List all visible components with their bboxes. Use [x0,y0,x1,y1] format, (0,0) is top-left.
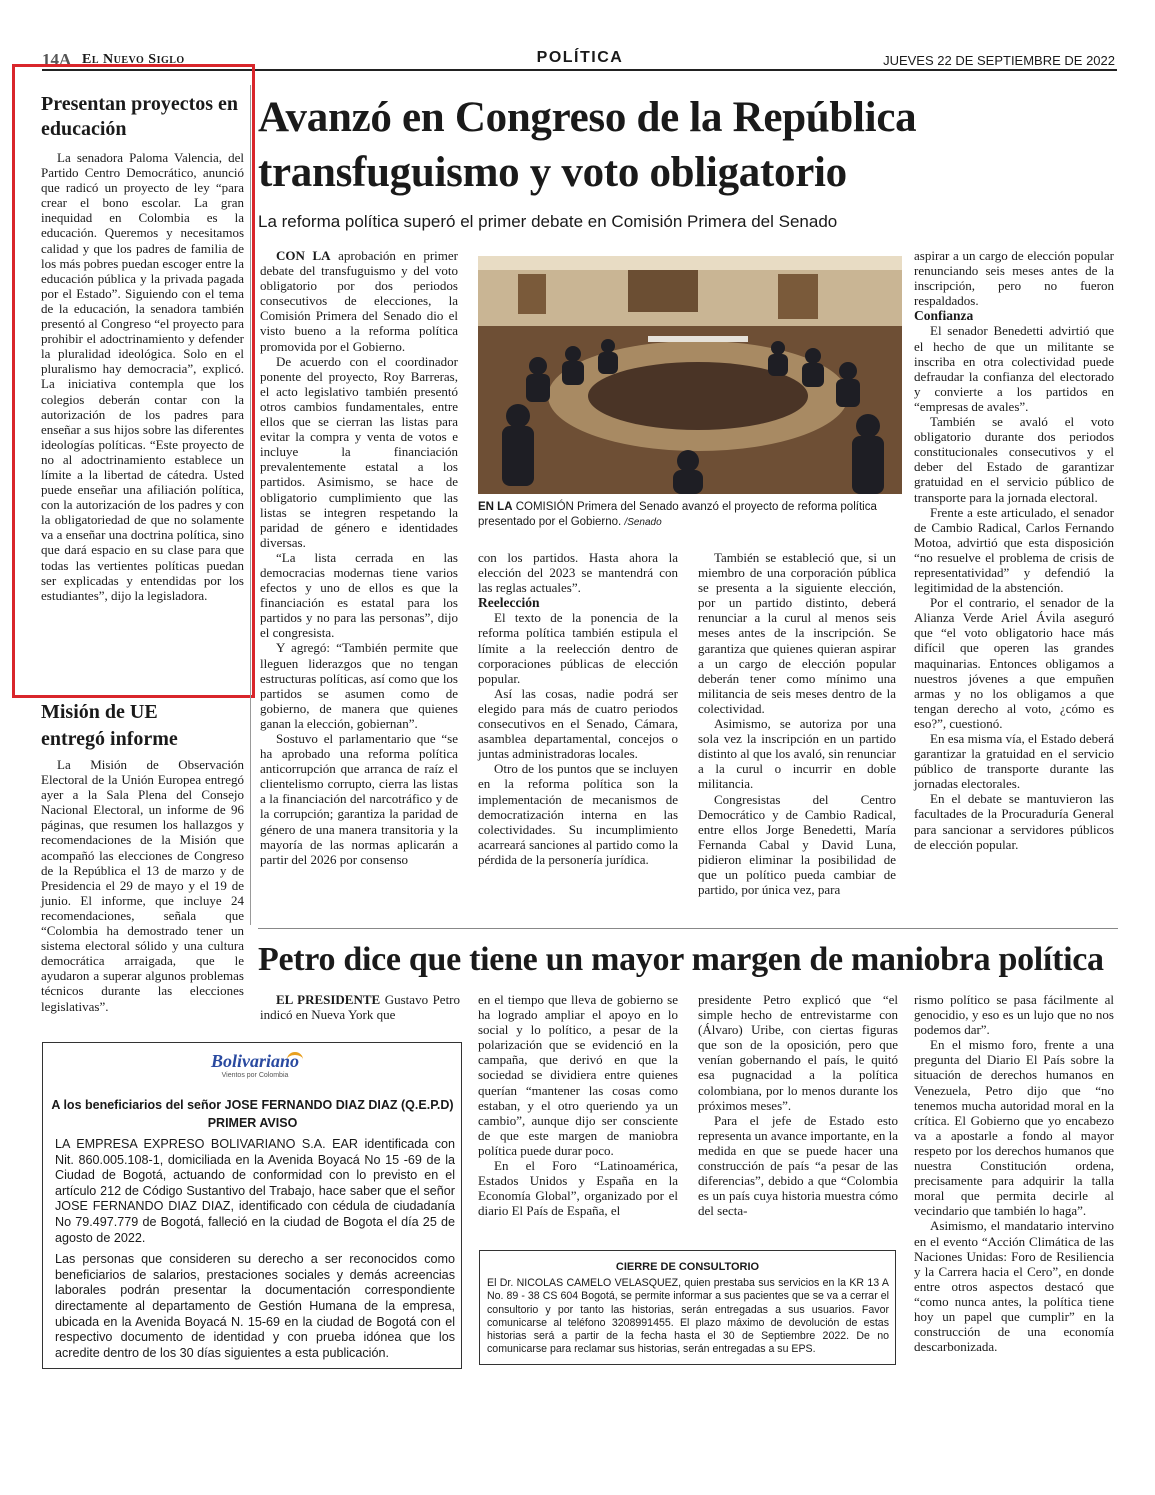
photo-credit: /Senado [624,517,662,528]
main-col2-subheading: Reelección [478,595,540,611]
main-col1-p1: CON LA aprobación en primer debate del transfuguismo y del voto obligatorio por dos periodos consecutivos de elecciones, la Comisión Primera del Senado dio el visto bueno a la reforma política promovida por el Gobierno. [260,248,458,354]
main-col1-p3: “La lista cerrada en las democracias modernas tiene varios efectos y uno de ellos es que la financiación es estatal para los partidos y no para las personas”, dijo el congresista. [260,549,458,641]
main-col4-p2: El senador Benedetti advirtió que el hecho de que un militante se inscriba en otra colectividad puede defraudar la confianza del electorado y convierte a los partidos en “empresas de avales”. [914,323,1114,414]
consultorio-title: CIERRE DE CONSULTORIO [615,1261,760,1273]
left-column-rule [250,85,251,925]
petro-col3-p1: presidente Petro explicó que “el simple hecho de entrevistarme con (Álvaro) Uribe, con ciertas figuras que son de la oposición, pero que venían gobernando el país, le quitó esa pugnacidad a la política colombiana, por lo menos durante los próximos meses”. [698,992,898,1113]
bolivariano-logo-swoosh-icon [287,1052,303,1067]
bolivariano-paragraph-1: LA EMPRESA EXPRESO BOLIVARIANO S.A. EAR identificada con Nit. 860.005.108-1, domiciliada en la Avenida Boyacá No 15 -69 de la Ciudad de Bogotá, actuando de conformidad con lo previsto en el artículo 212 de Código Sustantivo del Trabajo, hace saber que el señor JOSE FERNANDO DIAZ DIAZ, identificado con cédula de ciudadanía No 79.497.779 de Bogotá, falleció en la ciudad de Bogota el día 25 de agosto de 2022. [55,1137,455,1245]
main-col2-p1: con los partidos. Hasta ahora la elección del 2023 se mantendrá con las reglas actuales”. [478,550,678,596]
senate-photo [478,256,902,494]
petro-col2-p2: En el Foro “Latinoamérica, Estados Unidos y España en la Economía Global”, organizado por el diario El País de España, el [478,1158,678,1219]
main-col4-p7: En el debate se mantuvieron las facultades de la Procuraduría General para sancionar a servidores públicos de elección popular. [914,791,1114,852]
ue-body [41,757,244,1014]
section-label: POLÍTICA [536,49,624,66]
petro-column-2 [478,992,678,1218]
petro-lead: EL PRESIDENTE [276,992,381,1007]
bolivariano-logo-wordmark: Bolivariano [210,1051,299,1071]
main-lead: CON LA [276,248,331,263]
education-paragraph: La senadora Paloma Valencia, del Partido Centro Democrático, anunció que radicó un proyecto de ley “para crear el bono escolar. La gran inequidad en Colombia es la educación. Queremos y necesitamos calidad y que los padres de familia de los más pobres puedan escoger entre la educación pública y la privada pagada por el Estado”. Siguiendo con el tema de la educación, la senadora también presentó al Congreso “el proyecto para prohibir el adoctrinamiento y defender la pluralidad ideológica. Solo en el pluralismo hay democracia”, explicó. La iniciativa contempla que los colegios deberán contar con la autorización de los padres para enseñar a sus hijos sobre las diferentes ideologías políticas. “Este proyecto de no al adoctrinamiento establece un límite a la libertad de cátedra. Usted puede enseñar una afiliación política, con la autorización de los padres y con la obligatoriedad de que no solamente va a enseñar una doctrina política, sino que dará espacio en su clase para que todas las vertientes políticas puedan ser explicadas y entendidas por los estudiantes”, dijo la legisladora. [41,150,244,603]
main-col3-p3: Congresistas del Centro Democrático y de Cambio Radical, entre ellos Jorge Benedetti, María Fernanda Cabal y David Luna, pidieron eliminar la posibilidad de que un político pueda cambiar de partido, por única vez, para [698,791,896,898]
bolivariano-logo [195,1050,315,1088]
main-col4-p4: Frente a este articulado, el senador de Cambio Radical, Carlos Fernando Motoa, advirtió que esta disposición “no resuelve el problema de crisis de representatividad” y defendió la legitimidad de la abstención. [914,504,1114,596]
main-col3-p1: También se estableció que, si un miembro de una corporación pública se presenta a la siguiente elección, por un partido distinto, deberá renunciar a la curul al menos seis meses antes de la inscripción. Se garantiza que quienes quieran aspirar a un cargo de elección popular deberán tener como mínimo una militancia de seis meses dentro de la colectividad. [698,550,896,716]
petro-col4-p2: En el mismo foro, frente a una pregunta del Diario El País sobre la situación de derechos humanos en Venezuela, Petro dijo que “no tenemos mucha autoridad moral en la crítica. El Gobierno que yo encabezo va a apostarle a fondo al mayor respeto por los derechos humanos que nuestra Constitución ordena, precisamente para adquirir la talla moral que permita decirle al vecindario que también lo haga”. [914,1037,1114,1219]
main-col4-p5: Por el contrario, el senador de la Alianza Verde Ariel Ávila aseguró que “el voto obligatorio hace más difícil que operen las grandes maquinarias. Entonces obligamos a nuestros jóvenes a que empuñen armas y no los obligamos a que tengan derecho al voto, ¿cómo es eso?”, cuestionó. [914,595,1114,731]
bolivariano-paragraph-2: Las personas que consideren su derecho a ser reconocidos como beneficiarios de salarios, prestaciones sociales y demás acreencias laborales podrán presentar la documentación correspondiente directamente al departamento de Gestión Humana de la empresa, ubicada en la Avenida Boyacá N. 15-69 en la ciudad de Bogotá con el respectivo documento de identidad y con prueba idónea que los acredite dentro de los 30 días siguientes a esta publicación. [55,1252,455,1360]
main-col1-p5: Sostuvo el parlamentario que “se ha aprobado una reforma política anticorrupción que arranca de raíz el clientelismo corrupto, cierra las listas a la financiación del narcotráfico y de la corrupción; garantiza la paridad de género de una manera transitoria y la mayoría de las normas aplicarán a partir del 2026 por consenso [260,731,458,867]
bolivariano-logo-tagline: Vientos por Colombia [221,1072,289,1079]
petro-col2-p1: en el tiempo que lleva de gobierno se ha logrado ampliar el apoyo en lo social y lo político, a pesar de la polarización que se evidenció en la campaña, que derivó en que la sociedad se dividiera entre quienes querían “mantener las cosas como estaban, y el otro queriendo ya un cambio”, aunque dijo ser consciente de que este margen de maniobra política puede durar poco. [478,992,678,1158]
main-col4-p6: En esa misma vía, el Estado deberá garantizar la gratuidad en el servicio público de transporte durante las jornadas electorales. [914,731,1114,792]
petro-col4-p3: Asimismo, el mandatario intervino en el evento “Acción Climática de las Naciones Unidas: Foro de Resiliencia y la Carrera hacia el Cero”, en donde entre otros aspectos destacó que “como nunca antes, la política tiene hoy un papel que cumplir” en la construcción de una economía descarbonizada. [914,1218,1114,1355]
petro-col4-p1: rismo político se pasa fácilmente al genocidio, y eso es un lujo que no nos podemos dar”. [914,992,1114,1038]
petro-column-3 [698,992,898,1218]
photo-caption-lead: EN LA [478,501,513,513]
education-title: Presentan proyectos en educación [41,93,239,140]
main-col1-p2: De acuerdo con el coordinador ponente del proyecto, Roy Barreras, el acto legislativo también presentó otros cambios fundamentales, entre ellos que se cierran las listas para evitar la compra y venta de votos e incluye la financiación prevalentemente estatal a los partidos. Asimismo, se hace de obligatorio cumplimiento que las listas se integren respetando la paridad de género e identidades diversas. [260,353,458,550]
main-column-1 [260,248,458,867]
main-col4-subheading: Confianza [914,308,974,324]
photo-caption [478,500,902,530]
photo-caption-text: COMISIÓN Primera del Senado avanzó el proyecto de reforma política presentado por el Gobierno. [478,501,877,528]
page-number: 14A [42,50,72,69]
main-headline: Avanzó en Congreso de la República transfuguismo y voto obligatorio [258,94,917,196]
ue-paragraph: La Misión de Observación Electoral de la Unión Europea entregó ayer a la Sala Plena del Consejo Nacional Electoral, un informe de 96 páginas, que resumen los hallazgos y recomendaciones de la Misión que acompañó las elecciones de Congreso de la República el 13 de marzo y de Presidencia el 29 de mayo y el 19 de junio. El informe, que incluye 24 recomendaciones, señala que “Colombia ha demostrado tener un sistema electoral sólido y una cultura democrática arraigada, que le ayudaron a superar algunos problemas técnicos durante las elecciones legislativas”. [41,757,244,1014]
main-column-3 [698,550,896,897]
ue-title: Misión de UE entregó informe [41,701,178,750]
main-col2-p3: Así las cosas, nadie podrá ser elegido para más de cuatro periodos consecutivos en el Senado, Cámara, asamblea departamental, concejos o juntas administradoras locales. [478,685,678,762]
senate-photo-illustration [478,256,902,494]
main-subhead: La reforma política superó el primer debate en Comisión Primera del Senado [258,212,838,231]
bolivariano-notice-label: PRIMER AVISO [207,1116,298,1130]
newspaper-name: El Nuevo Siglo [82,52,185,67]
petro-column-1 [260,992,460,1022]
main-col4-p1: aspirar a un cargo de elección popular renunciando seis meses antes de la inscripción, pero no fueron respaldados. [914,248,1114,309]
bolivariano-body [55,1137,455,1361]
petro-headline: Petro dice que tiene un mayor margen de maniobra política [258,941,1104,978]
main-col4-p3: También se avaló el voto obligatorio durante dos periodos constitucionales consecutivos y el deber del Estado de garantizar gratuidad en el servicio público de transporte para la jornada electoral. [914,414,1114,505]
main-col1-p4: Y agregó: “También permite que lleguen liderazgos que no tengan estructuras políticas, así como que los partidos se asumen como de gobierno, de manera que quienes ganan la elección, gobiernan”. [260,640,458,731]
main-col2-p2: El texto de la ponencia de la reforma política también estipula el límite a la reelección dentro de corporaciones públicas de elección popular. [478,610,678,686]
main-article-bottom-rule [258,928,1118,929]
page-date: JUEVES 22 DE SEPTIEMBRE DE 2022 [883,53,1115,68]
petro-col1-p1: EL PRESIDENTE Gustavo Petro indicó en Nueva York que [260,992,461,1023]
education-body [41,150,244,603]
main-col2-p4: Otro de los puntos que se incluyen en la reforma política son la implementación de mecanismos de democratización interna en las colectividades. Su incumplimiento acarreará sanciones al partido como la pérdida de la personería jurídica. [478,761,678,867]
main-column-2 [478,550,678,867]
bolivariano-title: A los beneficiarios del señor JOSE FERNANDO DIAZ DIAZ (Q.E.P.D) [51,1098,454,1112]
main-column-4 [914,248,1114,852]
main-col3-p2: Asimismo, se autoriza por una sola vez la inscripción en un partido distinto al que los avaló, sin renunciar a la curul o incurrir en doble militancia. [698,716,896,792]
petro-col3-p2: Para el jefe de Estado esto representa un avance importante, en la medida en que se puede hacer una construcción de país “a pesar de las diferencias”, debido a que “Colombia es un país cuya historia muestra cómo del secta- [698,1112,898,1219]
consultorio-body: El Dr. NICOLAS CAMELO VELASQUEZ, quien prestaba sus servicios en la KR 13 A No. 89 - 38 CS 604 Bogotá, se permite informar a sus pacientes que se va a cerrar el consultorio y por tanto las historias, serán entregadas a sus usuarios. Favor comunicarse al teléfono 3208991455. El plazo máximo de devolución de estas historias será a partir de la fecha hasta el 30 de Septiembre 2022. De no comunicarse para reclamar sus historias, serán entregadas a su EPS. [487,1277,889,1356]
petro-column-4 [914,992,1114,1354]
